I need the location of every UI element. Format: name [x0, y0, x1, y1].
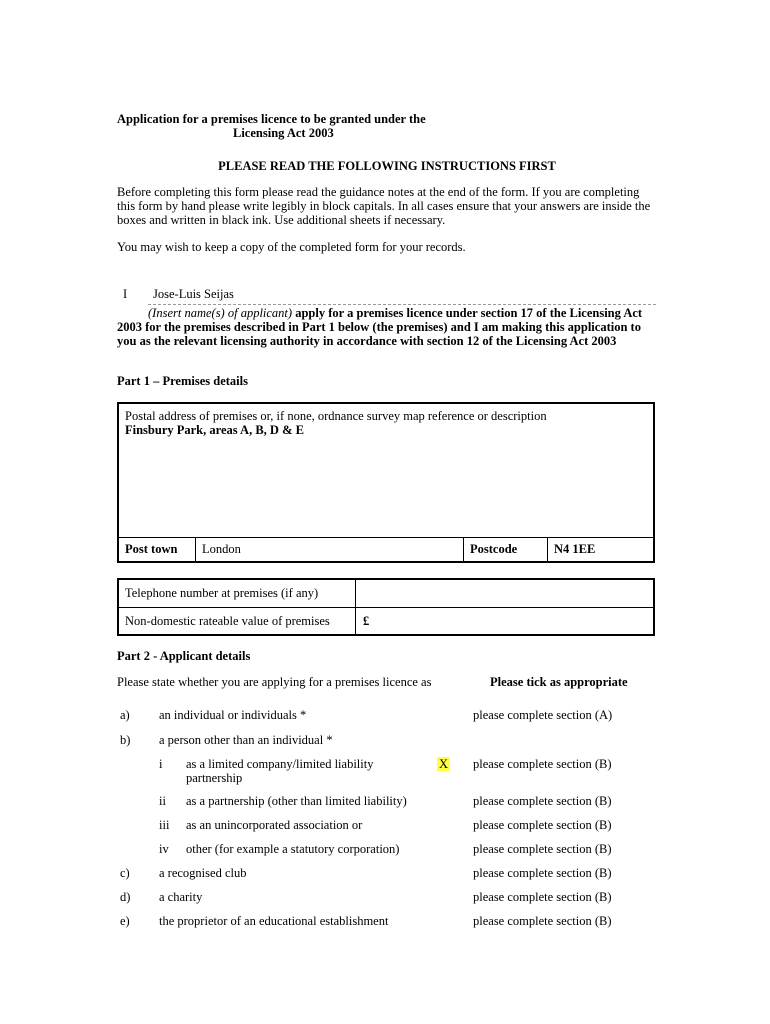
address-field[interactable]: Finsbury Park, areas A, B, D & E [125, 423, 304, 437]
option-note: please complete section (B) [473, 914, 612, 928]
option-note: please complete section (B) [473, 818, 612, 832]
sub-option-number: iii [159, 818, 170, 832]
option-text: an individual or individuals * [159, 708, 307, 722]
sub-option-text: as a partnership (other than limited liability) [186, 794, 407, 808]
tick-mark[interactable]: X [439, 757, 449, 771]
option-note: please complete section (B) [473, 890, 612, 904]
option-text: a recognised club [159, 866, 247, 880]
part2-heading: Part 2 - Applicant details [117, 649, 251, 663]
apply-text: apply for a premises licence under section 17 of the Licensing Act 2003 for the premises described in Part 1 below (the premises) and I am making this application to you as the relevant licensing authority in accordance with section 12 of the Licensing Act 2003 [117, 306, 643, 348]
option-note: please complete section (B) [473, 794, 612, 808]
rateable-field[interactable]: £ [363, 614, 370, 628]
option-letter: d) [120, 890, 131, 904]
option-note: please complete section (A) [473, 708, 613, 722]
premises-extra-box [117, 578, 655, 636]
telephone-row [119, 580, 653, 607]
sub-option-number: ii [159, 794, 166, 808]
rateable-label: Non-domestic rateable value of premises [119, 608, 356, 634]
rateable-row [119, 607, 653, 634]
applicant-name-field[interactable]: Jose-Luis Seijas [153, 287, 234, 301]
form-title [117, 112, 537, 140]
sub-option-number: iv [159, 842, 169, 856]
option-letter: c) [120, 866, 130, 880]
sub-option-text: as an unincorporated association or [186, 818, 363, 832]
form-title-line1: Application for a premises licence to be granted under the [117, 112, 426, 126]
sub-option-text: other (for example a statutory corporation) [186, 842, 400, 856]
intro-paragraph: Before completing this form please read the guidance notes at the end of the form. If you are completing this form by hand please write legibly in block capitals. In all cases ensure that your answers are inside the boxes and written in black ink. Use additional sheets if necessary. [117, 185, 651, 227]
applicant-roman: I [123, 287, 128, 301]
post-town-field[interactable]: London [196, 538, 464, 561]
copy-note: You may wish to keep a copy of the completed form for your records. [117, 240, 466, 254]
option-text: a charity [159, 890, 203, 904]
option-note: please complete section (B) [473, 866, 612, 880]
option-text: the proprietor of an educational establishment [159, 914, 389, 928]
option-letter: e) [120, 914, 130, 928]
sub-option-number: i [159, 757, 163, 771]
option-letter: b) [120, 733, 131, 747]
instructions-heading: PLEASE READ THE FOLLOWING INSTRUCTIONS FIRST [218, 159, 556, 173]
sub-option-text: as a limited company/limited liability partnership [186, 757, 374, 785]
application-statement [117, 306, 657, 348]
premises-address-box [117, 402, 655, 563]
tick-heading: Please tick as appropriate [490, 675, 628, 689]
address-label: Postal address of premises or, if none, ordnance survey map reference or description [125, 409, 547, 423]
post-town-row [119, 537, 653, 561]
insert-name-hint: (Insert name(s) of applicant) [148, 306, 293, 320]
question-text: Please state whether you are applying for a premises licence as [117, 675, 432, 689]
option-note: please complete section (B) [473, 842, 612, 856]
post-town-label: Post town [119, 538, 196, 561]
postcode-label: Postcode [464, 538, 548, 561]
option-letter: a) [120, 708, 130, 722]
applicant-name-dashed-line [148, 304, 656, 305]
part1-heading: Part 1 – Premises details [117, 374, 248, 388]
telephone-label: Telephone number at premises (if any) [119, 580, 356, 607]
form-title-line2: Licensing Act 2003 [233, 126, 334, 140]
option-note: please complete section (B) [473, 757, 612, 771]
option-text: a person other than an individual * [159, 733, 333, 747]
postcode-field[interactable]: N4 1EE [554, 542, 596, 556]
